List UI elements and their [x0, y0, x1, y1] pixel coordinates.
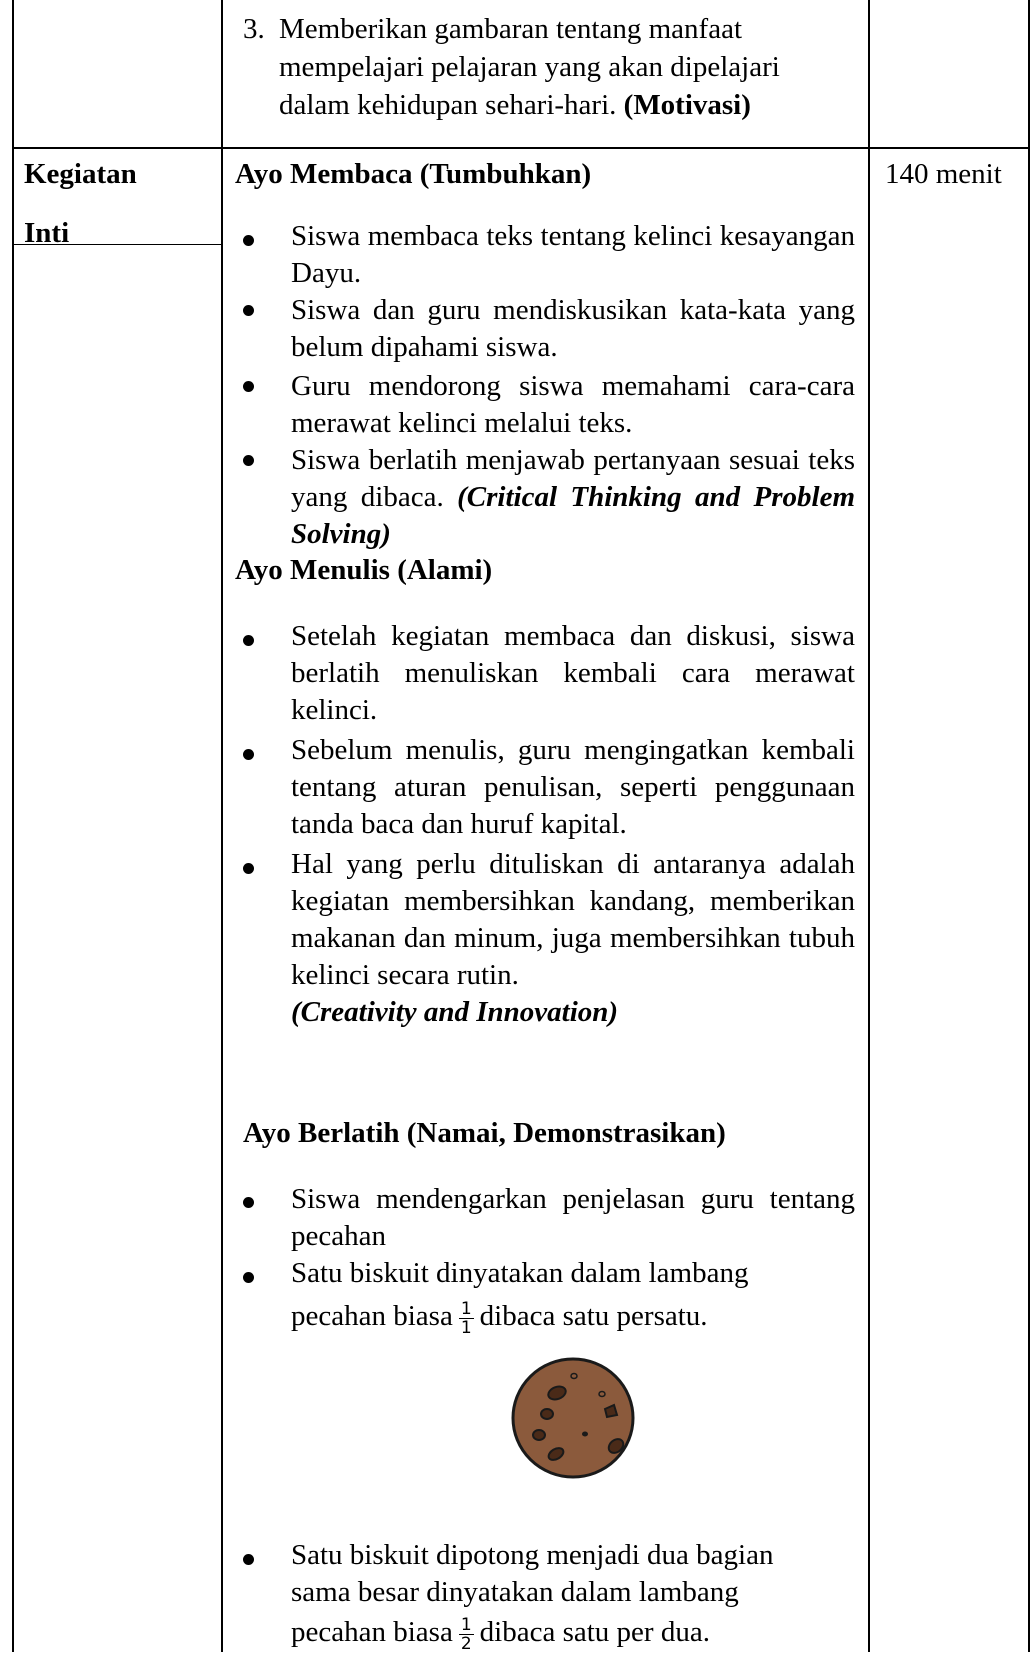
berlatih-bullet-3-pre: pecahan biasa	[291, 1616, 453, 1648]
bullet-icon	[243, 1197, 254, 1208]
membaca-bullet-3: Guru mendorong siswa memahami cara-cara merawat kelinci melalui teks.	[291, 370, 855, 439]
membaca-bullet-1: Siswa membaca teks tentang kelinci kesayangan Dayu.	[291, 220, 855, 289]
intro-item-number: 3.	[243, 13, 265, 45]
fraction-denominator: 1	[460, 1317, 472, 1338]
berlatih-bullet-3-post: dibaca satu per dua.	[479, 1616, 710, 1648]
table-column-divider-2	[868, 0, 870, 1652]
menulis-bullet-1: Setelah kegiatan membaca dan diskusi, siswa berlatih menuliskan kembali cara merawat kelinci.	[291, 620, 855, 726]
bullet-icon	[243, 305, 254, 316]
membaca-bullet-4	[291, 442, 855, 553]
bullet-icon	[243, 749, 254, 760]
section-heading-membaca: Ayo Membaca (Tumbuhkan)	[235, 158, 592, 190]
fraction-one-over-two	[459, 1616, 474, 1653]
section-heading-menulis: Ayo Menulis (Alami)	[235, 554, 493, 586]
cookie-illustration	[510, 1356, 640, 1480]
intro-item-line-1: Memberikan gambaran tentang manfaat	[279, 13, 742, 45]
membaca-bullet-2: Siswa dan guru mendiskusikan kata-kata yang belum dipahami siswa.	[291, 294, 855, 363]
row-label-line-1: Kegiatan	[24, 158, 137, 190]
fraction-numerator: 1	[460, 1614, 472, 1635]
berlatih-bullet-3-line-2: sama besar dinyatakan dalam lambang	[291, 1576, 739, 1608]
bullet-icon	[243, 455, 254, 466]
row-label-line-2: Inti	[24, 217, 70, 249]
bullet-icon	[243, 635, 254, 646]
bullet-icon	[243, 235, 254, 246]
table-row-divider	[12, 147, 1030, 149]
intro-item-line-3	[279, 87, 751, 124]
intro-item-line-2: mempelajari pelajaran yang akan dipelajari	[279, 51, 780, 83]
row-duration: 140 menit	[885, 158, 1002, 190]
bullet-icon	[243, 863, 254, 874]
section-heading-berlatih: Ayo Berlatih (Namai, Demonstrasikan)	[243, 1117, 726, 1149]
membaca-bullet-4-text: Siswa berlatih menjawab pertanyaan sesuai teks yang dibaca.	[291, 444, 855, 513]
intro-item-text: dalam kehidupan sehari-hari.	[279, 89, 617, 121]
fraction-numerator: 1	[460, 1298, 472, 1319]
fraction-one-over-one	[459, 1300, 474, 1337]
berlatih-bullet-2-line-1: Satu biskuit dinyatakan dalam lambang	[291, 1257, 749, 1289]
table-border-left	[12, 0, 14, 1652]
menulis-bullet-2: Sebelum menulis, guru mengingatkan kembali tentang aturan penulisan, seperti penggunaan tanda baca dan huruf kapital.	[291, 734, 855, 840]
berlatih-bullet-2-post: dibaca satu persatu.	[479, 1300, 708, 1332]
intro-item-tag: (Motivasi)	[623, 89, 751, 121]
menulis-bullet-3: Hal yang perlu dituliskan di antaranya adalah kegiatan membersihkan kandang, memberikan makanan dan minum, juga membersihkan tubuh kelinci secara rutin.	[291, 848, 855, 991]
bullet-icon	[243, 1272, 254, 1283]
bullet-icon	[243, 1554, 254, 1565]
table-column-divider-1	[221, 0, 223, 1652]
bullet-icon	[243, 381, 254, 392]
berlatih-bullet-2-pre: pecahan biasa	[291, 1300, 453, 1332]
membaca-bullet-4-tag: (Critical Thinking and Problem Solving)	[291, 481, 856, 550]
menulis-bullet-3-tag: (Creativity and Innovation)	[291, 996, 619, 1028]
berlatih-bullet-1: Siswa mendengarkan penjelasan guru tentang pecahan	[291, 1183, 855, 1252]
berlatih-bullet-3-line-3	[291, 1614, 710, 1653]
berlatih-bullet-3-line-1: Satu biskuit dipotong menjadi dua bagian	[291, 1539, 774, 1571]
fraction-denominator: 2	[460, 1633, 472, 1654]
berlatih-bullet-2-line-2	[291, 1298, 708, 1337]
